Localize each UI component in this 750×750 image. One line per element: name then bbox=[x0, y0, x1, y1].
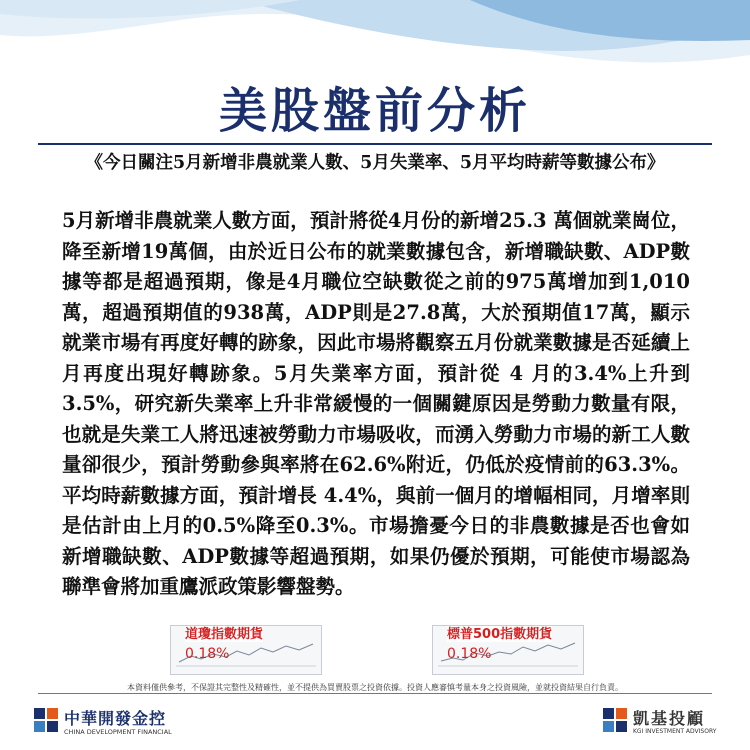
article-subtitle: 《今日關注5月新增非農就業人數、5月失業率、5月平均時薪等數據公布》 bbox=[85, 153, 665, 173]
sp500-futures-thumbnail bbox=[432, 625, 584, 675]
page-title: 美股盤前分析 bbox=[218, 83, 531, 139]
disclaimer-text: 本資料僅供參考，不保證其完整性及精確性，並不提供為買賣股票之投資依據。投資人應審慎考量本身之投資風險，並就投資結果自行負責。 bbox=[127, 683, 623, 692]
dow-futures-label: 道瓊指數期貨 bbox=[185, 625, 263, 642]
kgi-logo-name: 凱基投顧 bbox=[633, 709, 706, 728]
title-divider bbox=[38, 143, 712, 145]
cdf-logo-english: CHINA DEVELOPMENT FINANCIAL bbox=[64, 728, 172, 736]
dow-futures-change: 0.18% bbox=[185, 646, 230, 662]
cdf-logo-name: 中華開發金控 bbox=[64, 709, 167, 728]
kgi-logo-icon bbox=[603, 708, 627, 734]
footer-divider bbox=[38, 693, 712, 694]
sp500-futures-label: 標普500指數期貨 bbox=[447, 625, 552, 642]
dow-futures-thumbnail bbox=[170, 625, 322, 675]
sp500-futures-change: 0.18% bbox=[447, 646, 492, 662]
cdf-logo-icon bbox=[34, 708, 58, 734]
article-text: 5月新增非農就業人數方面，預計將從4月份的新增25.3 萬個就業崗位，降至新增19萬個，由於近日公布的就業數據包含，新增職缺數、ADP數據等都是超過預期，像是4月職位空缺數從之前的975萬增加到1,010萬，超過預期值的938萬，ADP則是27.8萬，大於預期值17萬，顯示就業市場有再度好轉的跡象，因此市場將觀察五月份就業數據是否延續上月再度出現好轉跡象。5月失業率方面，預計從 4 月的3.4%上升到3.5%，研究新失業率上升非常緩慢的一個關鍵原因是勞動力數量有限，也就是失業工人將迅速被勞動力市場吸收，而湧入勞動力市場的新工人數量卻很少，預計勞動參與率將在62.6%附近，仍低於疫情前的63.3%。平均時薪數據方面，預計增長 4.4%，與前一個月的增幅相同，月增率則是估計由上月的0.5%降至0.3%。市場擔憂今日的非農數據是否也會如新增職缺數、ADP數據等超過預期，如果仍優於預期，可能使市場認為聯準會將加重鷹派政策影響盤勢。 bbox=[62, 209, 690, 598]
kgi-logo bbox=[603, 708, 717, 738]
article-body bbox=[62, 206, 690, 603]
kgi-logo-english: KGI INVESTMENT ADVISORY bbox=[633, 728, 717, 735]
cdf-logo bbox=[34, 708, 172, 738]
